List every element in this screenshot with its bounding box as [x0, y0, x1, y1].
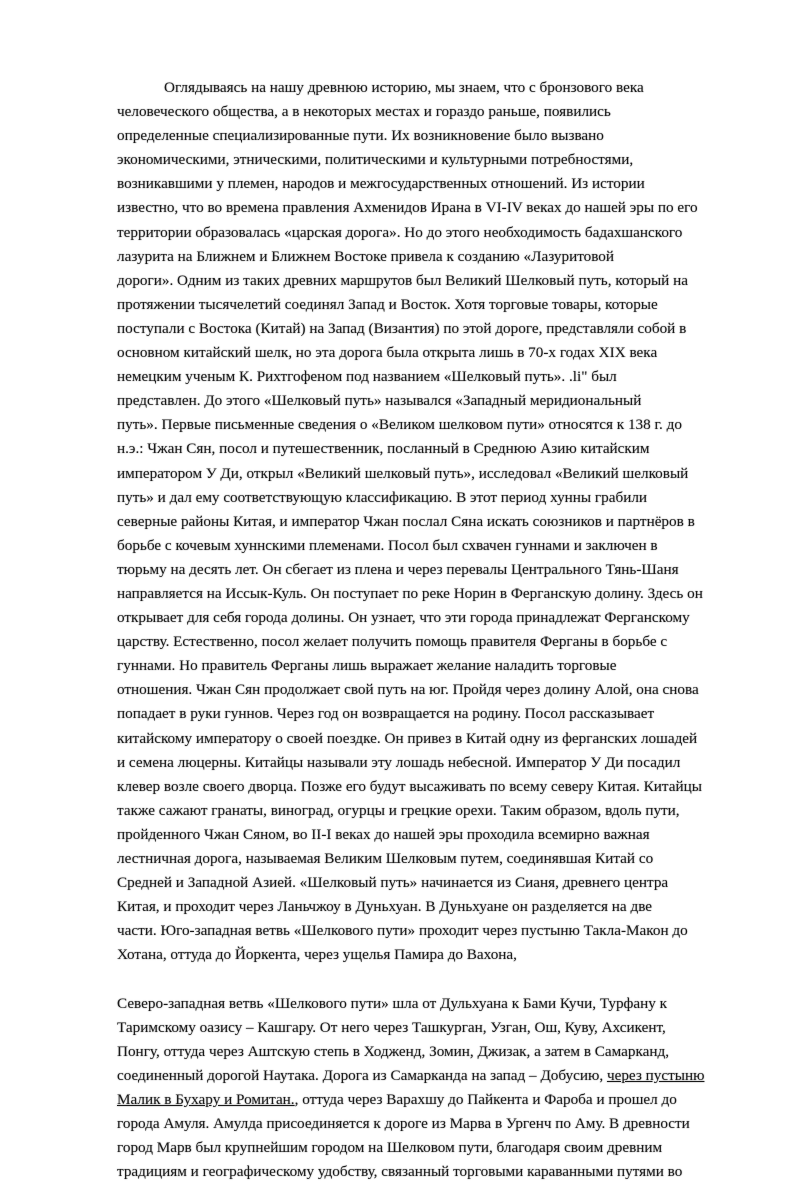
text-line: направляется на Иссык-Куль. Он поступает по реке Норин в Ферганскую долину. Здесь он: [117, 584, 703, 602]
text-line: открывает для себя города долины. Он узнает, что эти города принадлежат Ферганскому: [117, 609, 690, 627]
text-line: известно, что во времена правления Ахменидов Ирана в VI-IV веках до нашей эры по его: [117, 199, 698, 217]
underlined-link[interactable]: Малик в Бухару и Ромитан.: [117, 1090, 295, 1108]
text-line: попадает в руки гуннов. Через год он возвращается на родину. Посол рассказывает: [117, 705, 655, 723]
text-line: дороги». Одним из таких древних маршрутов был Великий Шелковый путь, который на: [117, 271, 688, 289]
text-line: Китая, и проходит через Ланьчжоу в Дуньхуан. В Дуньхуане он разделяется на две: [117, 898, 653, 916]
text-line: также сажают гранаты, виноград, огурцы и грецкие орехи. Таким образом, вдоль пути,: [117, 801, 680, 819]
text-line: пройденного Чжан Сяном, во II-I веках до нашей эры проходила всемирно важная: [117, 825, 650, 843]
text-line: н.э.: Чжан Сян, посол и путешественник, посланный в Среднюю Азию китайским: [117, 440, 650, 458]
text-line: [117, 1088, 717, 1112]
text-line: императором У Ди, открыл «Великий шелковый путь», исследовал «Великий шелковый: [117, 464, 689, 482]
text-line: экономическими, этническими, политическими и культурными потребностями,: [117, 151, 634, 169]
text-line: [117, 1064, 717, 1088]
text-line: возникавшими у племен, народов и межгосударственных отношений. Из истории: [117, 175, 645, 193]
text-line: основном китайский шелк, но эта дорога была открыта лишь в 70-х годах XIX века: [117, 344, 658, 362]
paragraph-2: [117, 992, 717, 1184]
text-line: Оглядываясь на нашу древнюю историю, мы знаем, что с бронзового века: [164, 79, 644, 96]
text-line: Хотана, оттуда до Йоркента, через ущелья Памира до Вахона,: [117, 946, 517, 964]
text-line: части. Юго-западная ветвь «Шелкового пути» проходит через пустыню Такла-Макон до: [117, 922, 688, 940]
text-line: традициям и географическому удобству, связанный торговыми караванными путями во: [117, 1163, 683, 1181]
text-line: города Амуля. Амулда присоединяется к дороге из Марва в Ургенч по Аму. В древности: [117, 1115, 690, 1133]
text-line: тюрьму на десять лет. Он сбегает из плена и через перевалы Центрального Тянь-Шаня: [117, 560, 679, 578]
text-line: лестничная дорога, называемая Великим Шелковым путем, соединявшая Китай со: [117, 850, 654, 867]
text-line: путь» и дал ему соответствующую классификацию. В этот период хунны грабили: [117, 488, 648, 506]
text-line: человеческого общества, а в некоторых местах и гораздо раньше, появились: [117, 103, 611, 121]
text-line: Северо-западная ветвь «Шелкового пути» шла от Дульхуана к Бами Кучи, Турфану к: [117, 994, 668, 1012]
text-line: гуннами. Но правитель Ферганы лишь выражает желание наладить торговые: [117, 657, 617, 675]
text-line: определенные специализированные пути. Их возникновение было вызвано: [117, 127, 604, 145]
underlined-link[interactable]: через пустыню: [606, 1066, 705, 1084]
text-line: борьбе с кочевым хуннскими племенами. Посол был схвачен гуннами и заключен в: [117, 536, 658, 554]
text-line: город Марв был крупнейшим городом на Шелковом пути, благодаря своим древним: [117, 1139, 663, 1157]
text-line: территории образовалась «царская дорога». Но до этого необходимость бадахшанского: [117, 223, 683, 241]
text-line: Средней и Западной Азией. «Шелковый путь» начинается из Сианя, древнего центра: [117, 874, 669, 892]
paragraph-gap: [117, 967, 717, 991]
text-line: царству. Естественно, посол желает получить помощь правителя Ферганы в борьбе с: [117, 633, 668, 651]
text-line: представлен. До этого «Шелковый путь» назывался «Западный меридиональный: [117, 392, 642, 410]
text-line: Таримскому оазису – Кашгару. От него через Ташкурган, Узган, Ош, Куву, Ахсикент,: [117, 1018, 666, 1036]
text-line: клевер возле своего дворца. Позже его будут высаживать по всему северу Китая. Китайцы: [117, 777, 702, 795]
document-page: [117, 76, 717, 1184]
text-line: путь». Первые письменные сведения о «Великом шелковом пути» относятся к 138 г. до: [117, 416, 682, 434]
text-segment: , оттуда через Варахшу до Пайкента и Фароба и прошел до: [294, 1090, 677, 1108]
text-line: лазурита на Ближнем и Ближнем Востоке привела к созданию «Лазуритовой: [117, 247, 615, 265]
text-line: немецким ученым К. Рихтгофеном под названием «Шелковый путь». .li" был: [117, 368, 617, 386]
text-line: и семена люцерны. Китайцы называли эту лошадь небесной. Император У Ди посадил: [117, 753, 681, 771]
text-segment: соединенный дорогой Наутака. Дорога из Самарканда на запад – Добусию,: [117, 1066, 607, 1084]
text-line: отношения. Чжан Сян продолжает свой путь на юг. Пройдя через долину Алой, она снова: [117, 681, 699, 699]
text-line: протяжении тысячелетий соединял Запад и Восток. Хотя торговые товары, которые: [117, 295, 658, 313]
text-line: северные районы Китая, и император Чжан послал Сяна искать союзников и партнёров в: [117, 512, 695, 530]
paragraph-1: [117, 76, 717, 967]
text-line: китайскому императору о своей поездке. Он привез в Китай одну из ферганских лошадей: [117, 729, 698, 747]
text-line: Понгу, оттуда через Аштскую степь в Ходженд, Зомин, Джизак, а затем в Самарканд,: [117, 1042, 670, 1060]
text-line: поступали с Востока (Китай) на Запад (Византия) по этой дороге, представляли собой в: [117, 319, 687, 337]
